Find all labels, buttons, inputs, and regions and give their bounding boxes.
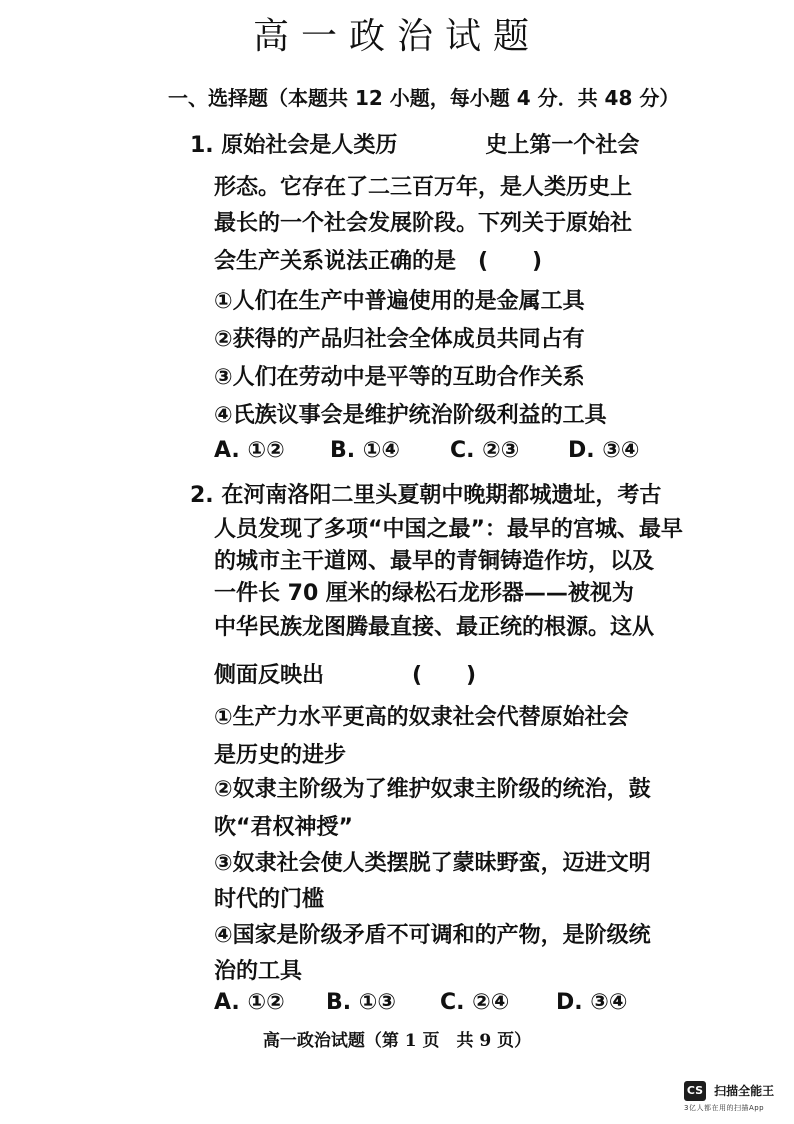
q1-choice-4: ④氏族议事会是维护统治阶级利益的工具 [214, 403, 607, 428]
q1-line-2: 形态。它存在了二三百万年，是人类历史上 [214, 175, 633, 200]
q2-line-4: 一件长 70 厘米的绿松石龙形器——被视为 [214, 581, 634, 606]
q2-option-b[interactable]: B. ①③ [326, 990, 397, 1015]
q2-choice-2-cont: 吹“君权神授” [214, 815, 353, 840]
q1-choice-2: ②获得的产品归社会全体成员共同占有 [214, 327, 585, 352]
q2-choice-1: ①生产力水平更高的奴隶社会代替原始社会 [214, 705, 629, 730]
scanner-watermark [684, 1080, 780, 1113]
page-title: 高一政治试题 [252, 16, 541, 57]
scanner-logo-icon: CS [684, 1081, 706, 1101]
q1-option-d[interactable]: D. ③④ [568, 438, 640, 463]
q2-line-5: 中华民族龙图腾最直接、最正统的根源。这从 [214, 615, 655, 640]
q1-line-3: 最长的一个社会发展阶段。下列关于原始社 [214, 211, 633, 236]
page-footer: 高一政治试题（第 1 页 共 9 页） [262, 1031, 532, 1051]
q1-choice-1: ①人们在生产中普遍使用的是金属工具 [214, 289, 585, 314]
q1-option-c[interactable]: C. ②③ [450, 438, 520, 463]
q1-line-1: 1. 原始社会是人类历 史上第一个社会 [190, 133, 640, 158]
q1-option-b[interactable]: B. ①④ [330, 438, 401, 463]
q2-option-d[interactable]: D. ③④ [556, 990, 628, 1015]
q2-line-2: 人员发现了多项“中国之最”：最早的宫城、最早 [214, 517, 683, 542]
q2-option-a[interactable]: A. ①② [214, 990, 285, 1015]
q2-choice-3: ③奴隶社会使人类摆脱了蒙昧野蛮，迈进文明 [214, 851, 651, 876]
scanner-app-name: 扫描全能王 [714, 1084, 775, 1098]
scanner-tagline: 3亿人都在用的扫描App [684, 1103, 765, 1112]
q2-choice-4-cont: 治的工具 [214, 959, 303, 984]
q2-line-3: 的城市主干道网、最早的青铜铸造作坊，以及 [214, 549, 655, 574]
q2-choice-4: ④国家是阶级矛盾不可调和的产物，是阶级统 [214, 923, 651, 948]
q1-choice-3: ③人们在劳动中是平等的互助合作关系 [214, 365, 585, 390]
q2-choice-1-cont: 是历史的进步 [214, 743, 347, 768]
q2-line-1: 2. 在河南洛阳二里头夏朝中晚期都城遗址，考古 [190, 483, 662, 508]
q2-choice-3-cont: 时代的门槛 [214, 887, 325, 912]
q2-option-c[interactable]: C. ②④ [440, 990, 510, 1015]
section-heading: 一、选择题（本题共 12 小题，每小题 4 分．共 48 分） [168, 86, 680, 110]
q2-line-6: 侧面反映出 ( ) [214, 663, 477, 688]
q1-option-a[interactable]: A. ①② [214, 438, 285, 463]
q2-choice-2: ②奴隶主阶级为了维护奴隶主阶级的统治，鼓 [214, 777, 651, 802]
q1-line-4: 会生产关系说法正确的是 ( ) [214, 249, 543, 274]
